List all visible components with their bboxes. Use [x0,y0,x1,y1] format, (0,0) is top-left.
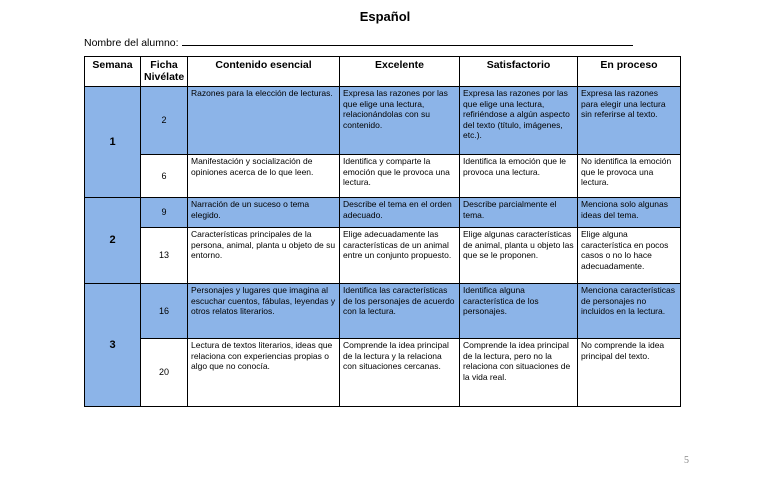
header-ficha: Ficha Nivélate [141,57,188,87]
en-proceso-cell: Elige alguna característica en pocos casos o no lo hace adecuadamente. [578,228,681,284]
excelente-cell: Identifica y comparte la emoción que le provoca una lectura. [340,155,460,198]
page-number: 5 [684,455,689,466]
excelente-cell: Comprende la idea principal de la lectura y la relaciona con situaciones cercanas. [340,339,460,407]
ficha-cell: 6 [141,155,188,198]
ficha-cell: 20 [141,339,188,407]
en-proceso-cell: No identifica la emoción que le provoca una lectura. [578,155,681,198]
ficha-cell: 9 [141,198,188,228]
header-contenido: Contenido esencial [188,57,340,87]
excelente-cell: Expresa las razones por las que elige una lectura, relacionándolas con su contenido. [340,87,460,155]
table-row [85,228,681,284]
en-proceso-cell: Menciona solo algunas ideas del tema. [578,198,681,228]
student-name-label: Nombre del alumno: [84,37,179,49]
contenido-cell: Manifestación y socialización de opiniones acerca de lo que leen. [188,155,340,198]
ficha-cell: 2 [141,87,188,155]
satisfactorio-cell: Identifica la emoción que le provoca una lectura. [460,155,578,198]
ficha-cell: 16 [141,284,188,339]
contenido-cell: Razones para la elección de lecturas. [188,87,340,155]
contenido-cell: Narración de un suceso o tema elegido. [188,198,340,228]
table-row [85,198,681,228]
week-cell: 3 [85,284,141,407]
table-row [85,284,681,339]
student-name-blank [182,36,633,46]
satisfactorio-cell: Identifica alguna característica de los personajes. [460,284,578,339]
header-satisfactorio: Satisfactorio [460,57,578,87]
table-header-row [85,57,681,87]
excelente-cell: Elige adecuadamente las características de un animal entre un conjunto propuesto. [340,228,460,284]
header-excelente: Excelente [340,57,460,87]
header-en-proceso: En proceso [578,57,681,87]
rubric-table [84,56,681,407]
table-row [85,155,681,198]
excelente-cell: Describe el tema en el orden adecuado. [340,198,460,228]
table-row [85,87,681,155]
contenido-cell: Características principales de la persona, animal, planta u objeto de su entorno. [188,228,340,284]
en-proceso-cell: Menciona características de personajes no incluidos en la lectura. [578,284,681,339]
satisfactorio-cell: Expresa las razones por las que elige una lectura, refiriéndose a algún aspecto del texto (título, imágenes, etc.). [460,87,578,155]
document-title: Español [359,9,411,24]
student-name-row [84,36,633,49]
en-proceso-cell: No comprende la idea principal del texto. [578,339,681,407]
header-semana: Semana [85,57,141,87]
satisfactorio-cell: Comprende la idea principal de la lectura, pero no la relaciona con situaciones de la vida real. [460,339,578,407]
en-proceso-cell: Expresa las razones para elegir una lectura sin referirse al texto. [578,87,681,155]
satisfactorio-cell: Describe parcialmente el tema. [460,198,578,228]
week-cell: 2 [85,198,141,284]
week-cell: 1 [85,87,141,198]
ficha-cell: 13 [141,228,188,284]
contenido-cell: Personajes y lugares que imagina al escuchar cuentos, fábulas, leyendas y otros relatos literarios. [188,284,340,339]
table-row [85,339,681,407]
contenido-cell: Lectura de textos literarios, ideas que relaciona con experiencias propias o algo que no conocía. [188,339,340,407]
satisfactorio-cell: Elige algunas características de animal, planta u objeto las que se le proponen. [460,228,578,284]
excelente-cell: Identifica las características de los personajes de acuerdo con la lectura. [340,284,460,339]
